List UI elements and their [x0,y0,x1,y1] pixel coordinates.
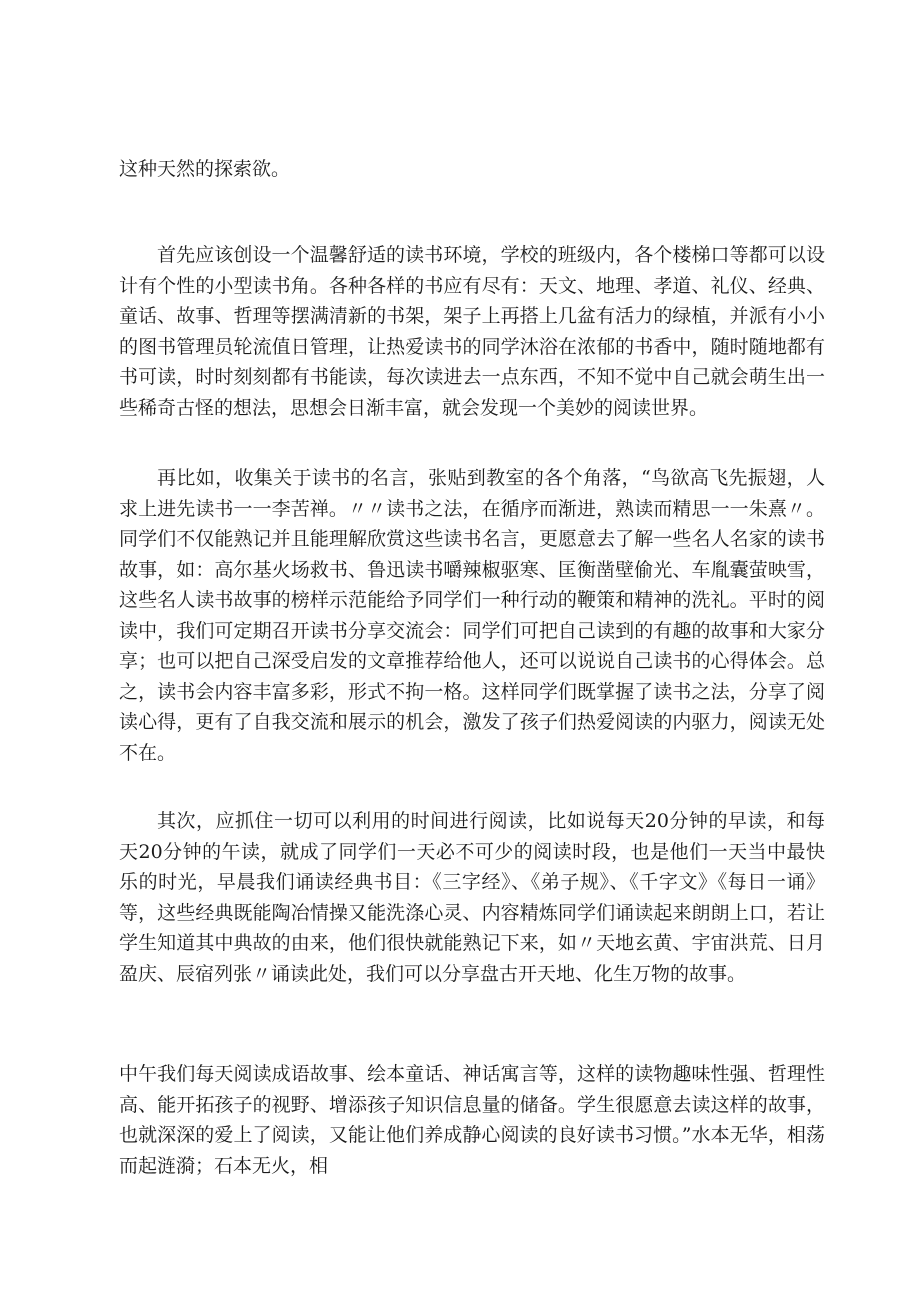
paragraph-reading-time: 其次，应抓住一切可以利用的时间进行阅读，比如说每天20分钟的早读，和每天20分钟的午读，就成了同学们一天必不可少的阅读时段，也是他们一天当中最快乐的时光，早晨我们诵读经典书目：《三字经》、《弟子规》、《千字文》《每日一诵》等，这些经典既能陶冶情操又能洗涤心灵、内容精炼同学们诵读起来朗朗上口，若让学生知道其中典故的由来，他们很快就能熟记下来，如〃天地玄黄、宇宙洪荒、日月盈庆、辰宿列张〃诵读此处，我们可以分享盘古开天地、化生万物的故事。 [119,810,825,985]
paragraph-intro-fragment: 这种天然的探索欲。 [119,158,291,180]
paragraph-noon-reading: 中午我们每天阅读成语故事、绘本童话、神话寓言等，这样的读物趣味性强、哲理性高、能开拓孩子的视野、增添孩子知识信息量的储备。学生很愿意去读这样的故事，也就深深的爱上了阅读，又能让他们养成静心阅读的良好读书习惯。”水本无华，相荡而起涟漪；石本无火，相 [119,1063,825,1177]
paragraph-reading-quotes: 再比如，收集关于读书的名言，张贴到教室的各个角落，“鸟欲高飞先振翅，人求上进先读书一一李苦禅。〃〃读书之法，在循序而渐进，熟读而精思一一朱熹〃。同学们不仅能熟记并且能理解欣赏这些读书名言，更愿意去了解一些名人名家的读书故事，如：高尔基火场救书、鲁迅读书嚼辣椒驱寒、匡衡凿壁偷光、车胤囊萤映雪，这些名人读书故事的榜样示范能给予同学们一种行动的鞭策和精神的洗礼。平时的阅读中，我们可定期召开读书分享交流会：同学们可把自己读到的有趣的故事和大家分享；也可以把自己深受启发的文章推荐给他人，还可以说说自己读书的心得体会。总之，读书会内容丰富多彩，形式不拘一格。这样同学们既掌握了读书之法，分享了阅读心得，更有了自我交流和展示的机会，激发了孩子们热爱阅读的内驱力，阅读无处不在。 [119,467,825,764]
paragraph-reading-environment: 首先应该创设一个温馨舒适的读书环境，学校的班级内，各个楼梯口等都可以设计有个性的小型读书角。各种各样的书应有尽有：天文、地理、孝道、礼仪、经典、童话、故事、哲理等摆满清新的书架，架子上再搭上几盆有活力的绿植，并派有小小的图书管理员轮流值日管理，让热爱读书的同学沐浴在浓郁的书香中，随时随地都有书可读，时时刻刻都有书能读，每次读进去一点东西，不知不觉中自己就会萌生出一些稀奇古怪的想法，思想会日渐丰富，就会发现一个美妙的阅读世界。 [119,244,825,419]
